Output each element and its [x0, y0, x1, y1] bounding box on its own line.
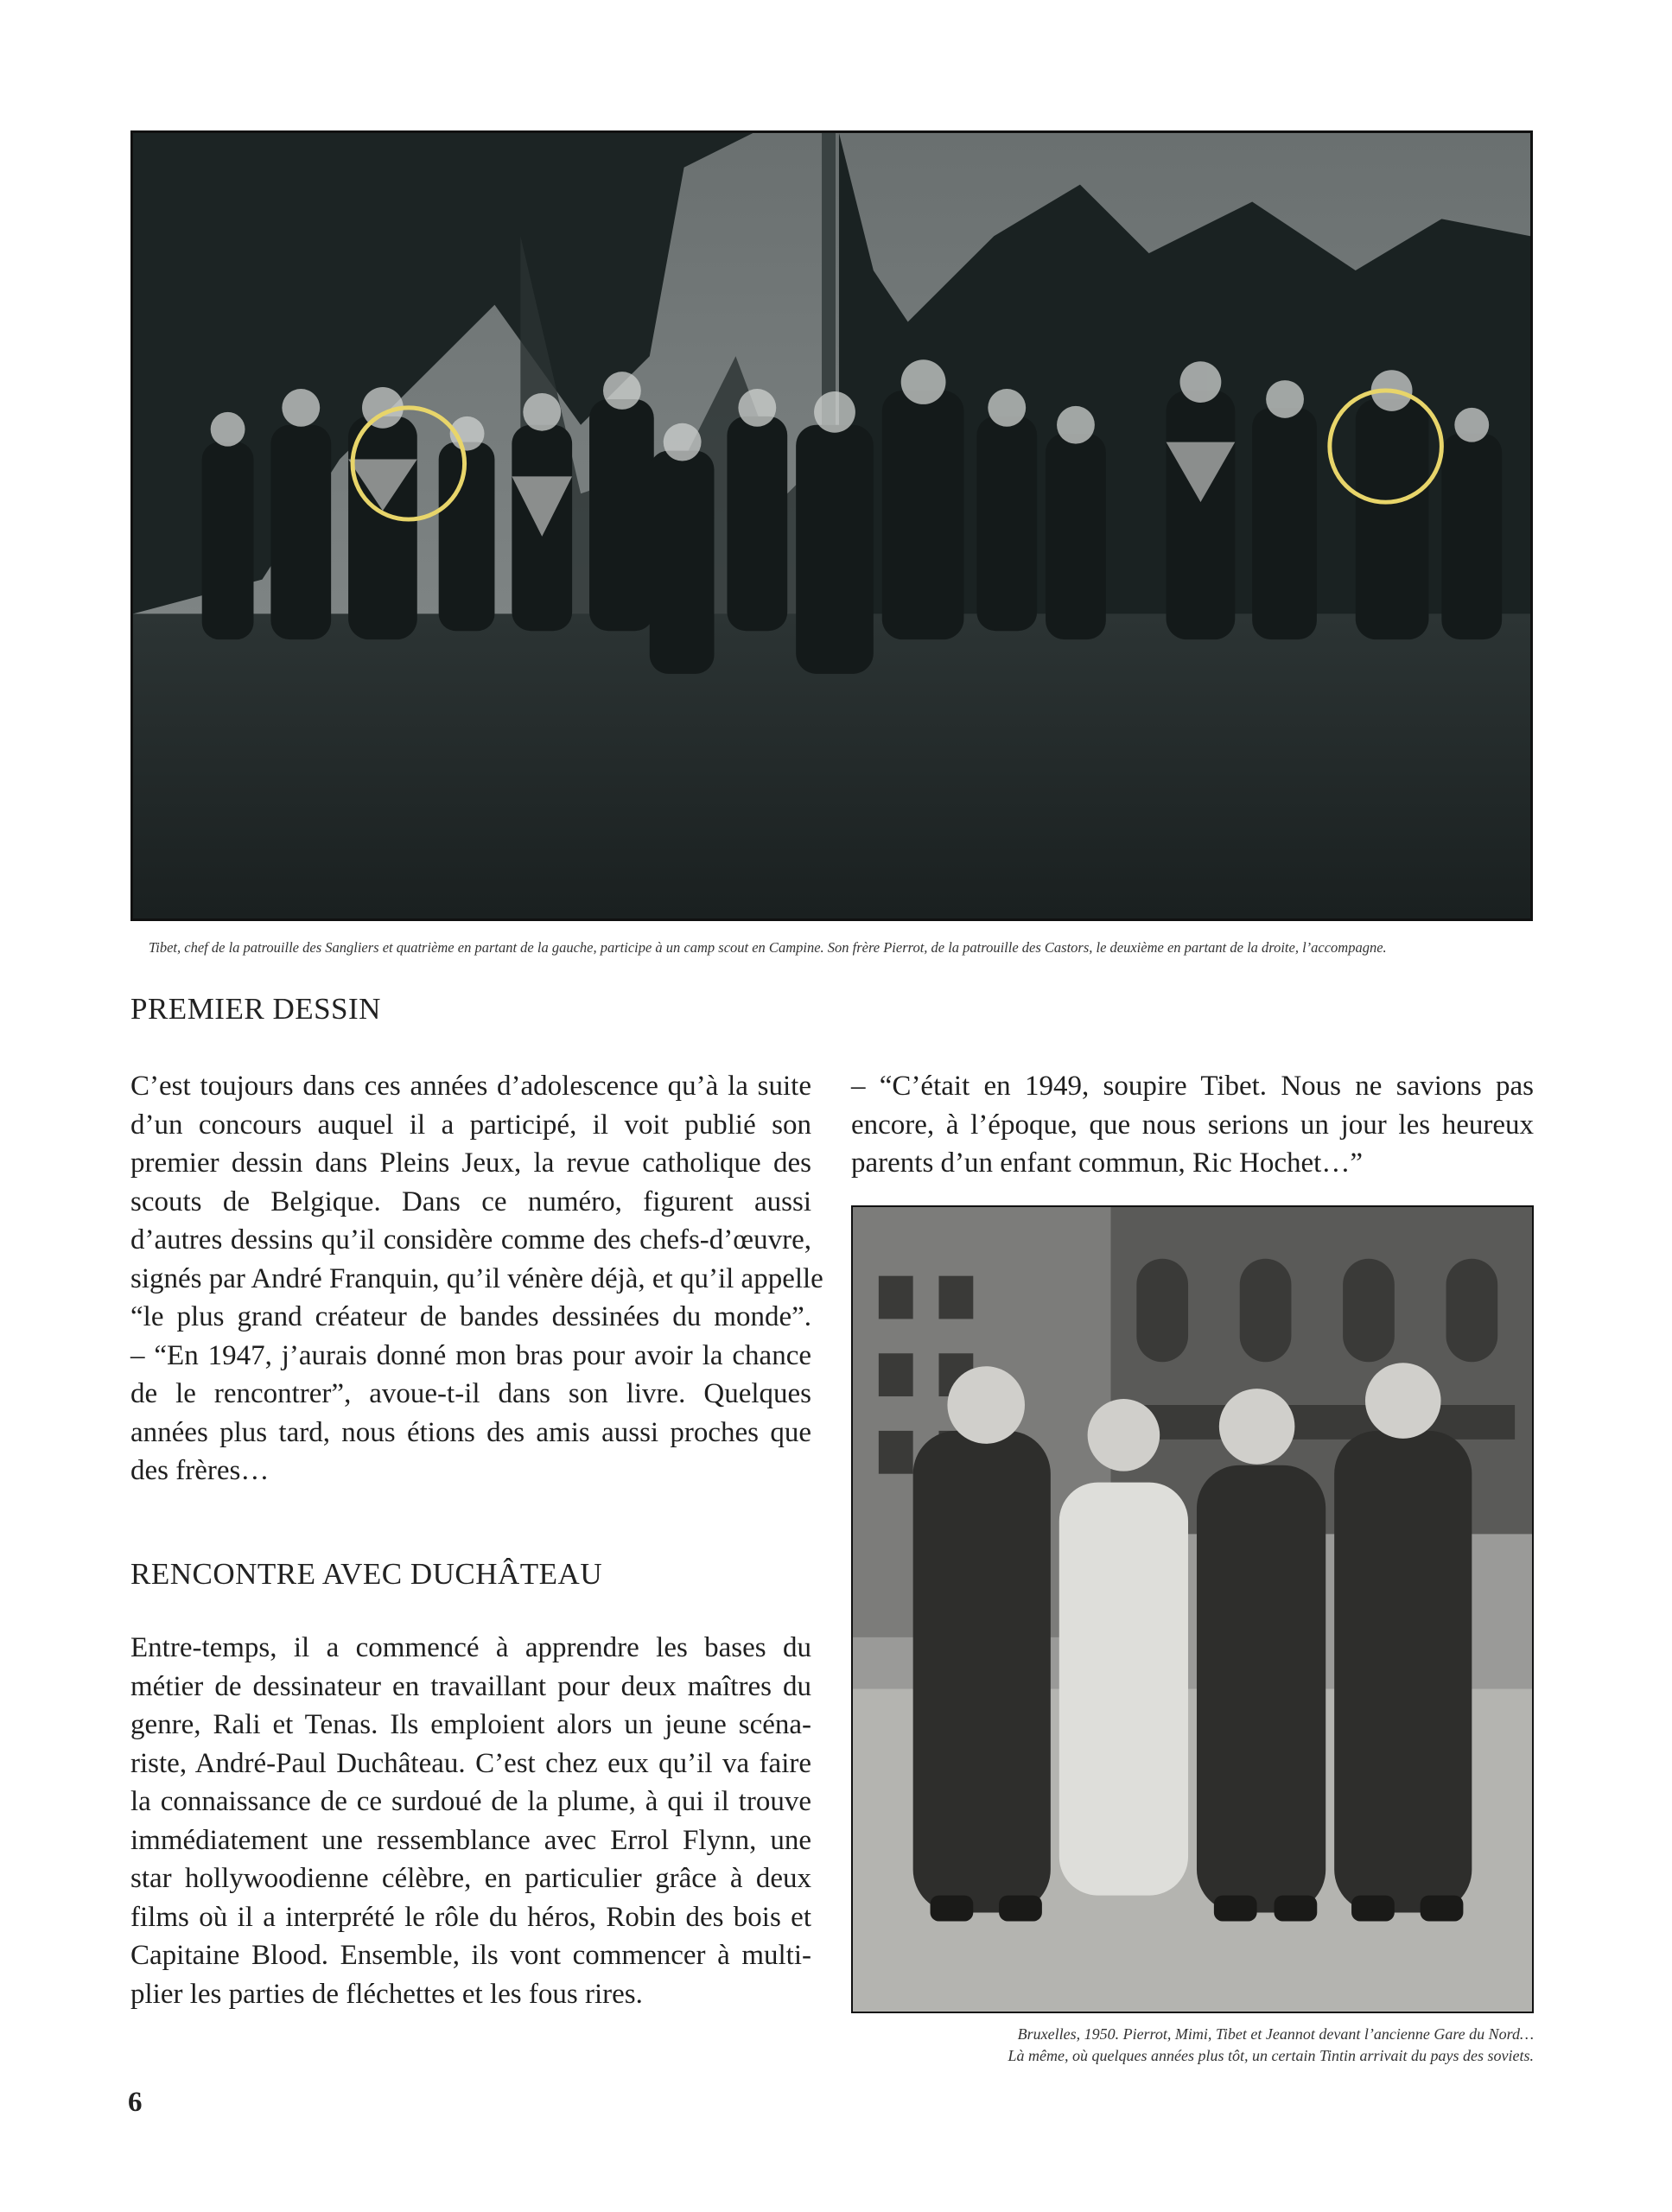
text-line: la connaissance de ce surdoué de la plume, à qui il trouve [130, 1786, 811, 1817]
text-line: – “C’était en 1949, soupire Tibet. Nous ne savions pas [851, 1071, 1534, 1102]
text-line: genre, Rali et Tenas. Ils emploient alors un jeune scéna- [130, 1709, 811, 1740]
page-number: 6 [128, 2087, 143, 2118]
tibet-quote [851, 1067, 1534, 1183]
section-title-premier-dessin: PREMIER DESSIN [130, 992, 381, 1026]
text-line: films où il a interprété le rôle du héros, Robin des bois et [130, 1901, 811, 1933]
text-line: Entre-temps, il a commencé à apprendre les bases du [130, 1632, 811, 1663]
text-line: – “En 1947, j’aurais donné mon bras pour avoir la chance [130, 1339, 811, 1371]
text-line: années plus tard, nous étions des amis aussi proches que [130, 1416, 811, 1448]
text-line: métier de dessinateur en travaillant pour deux maîtres du [130, 1670, 811, 1702]
text-line: immédiatement une ressemblance avec Errol Flynn, une [130, 1824, 811, 1856]
text-line: plier les parties de fléchettes et les fous rires. [130, 1978, 643, 2010]
caption-line: Là même, où quelques années plus tôt, un certain Tintin arrivait du pays des soviets. [1008, 2047, 1534, 2064]
text-line: riste, André-Paul Duchâteau. C’est chez eux qu’il va faire [130, 1747, 811, 1779]
text-line: “le plus grand créateur de bandes dessinées du monde”. [130, 1301, 811, 1332]
text-line: C’est toujours dans ces années d’adolescence qu’à la suite [130, 1071, 811, 1102]
bruxelles-image [853, 1207, 1532, 2012]
text-line: Capitaine Blood. Ensemble, ils vont commencer à multi- [130, 1940, 811, 1971]
text-line: scouts de Belgique. Dans ce numéro, figurent aussi [130, 1185, 811, 1217]
text-line: star hollywoodienne célèbre, en particulier grâce à deux [130, 1863, 811, 1894]
bruxelles-caption [851, 2024, 1534, 2067]
caption-line: Bruxelles, 1950. Pierrot, Mimi, Tibet et Jeannot devant l’ancienne Gare du Nord… [1017, 2025, 1534, 2043]
scout-camp-photo [130, 130, 1533, 921]
bruxelles-photo [851, 1205, 1534, 2013]
text-line: des frères… [130, 1455, 270, 1486]
text-line: parents d’un enfant commun, Ric Hochet…” [851, 1147, 1363, 1179]
top-photo-caption: Tibet, chef de la patrouille des Sangliers et quatrième en partant de la gauche, participe à un camp scout en Campine. Son frère Pierrot, de la patrouille des Castors, le deuxième en partant de la droite, l’accompagne. [149, 939, 1387, 956]
text-line: signés par André Franquin, qu’il vénère déjà, et qu’il appelle [130, 1262, 823, 1294]
text-line: de le rencontrer”, avoue-t-il dans son livre. Quelques [130, 1378, 811, 1409]
section1-paragraph [130, 1067, 823, 1491]
section-title-rencontre: RENCONTRE AVEC DUCHÂTEAU [130, 1557, 603, 1591]
section2-paragraph [130, 1629, 811, 2013]
text-line: premier dessin dans Pleins Jeux, la revue catholique des [130, 1147, 811, 1179]
text-line: encore, à l’époque, que nous serions un jour les heureux [851, 1109, 1534, 1141]
text-line: d’autres dessins qu’il considère comme des chefs-d’œuvre, [130, 1224, 811, 1255]
text-line: d’un concours auquel il a participé, il voit publié son [130, 1109, 811, 1141]
scout-camp-image [133, 133, 1530, 918]
